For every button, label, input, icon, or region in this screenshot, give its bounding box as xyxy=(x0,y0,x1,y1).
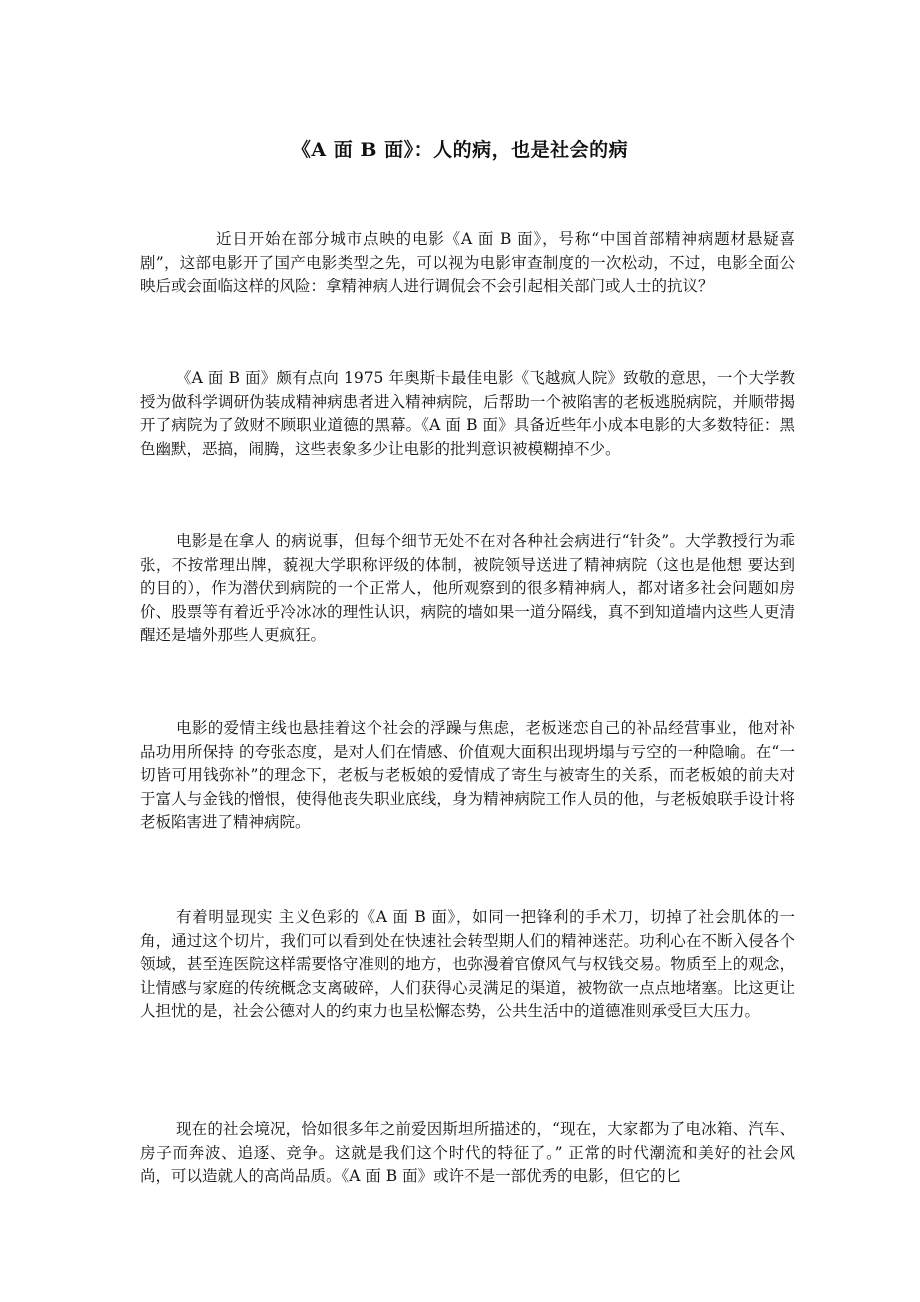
paragraph-4: 电影的爱情主线也悬挂着这个社会的浮躁与焦虑，老板迷恋自己的补品经营事业，他对补品功用所保持 的夸张态度，是对人们在情感、价值观大面积出现坍塌与亏空的一种隐喻。在“一切皆可用钱弥补”的理念下，老板与老板娘的爱情成了寄生与被寄生的关系，而老板娘的前夫对于富人与金钱的憎恨，使得他丧失职业底线，身为精神病院工作人员的他，与老板娘联手设计将老板陷害进了精神病院。 xyxy=(140,719,795,831)
paragraph-1: 近日开始在部分城市点映的电影《A 面 B 面》，号称“中国首部精神病题材悬疑喜剧”，这部电影开了国产电影类型之先，可以视为电影审查制度的一次松动，不过，电影全面公映后或会面临这样的风险：拿精神病人进行调侃会不会引起相关部门或人士的抗议？ xyxy=(140,230,795,295)
paragraph-2: 《A 面 B 面》颇有点向 1975 年奥斯卡最佳电影《飞越疯人院》致敬的意思，一个大学教授为做科学调研伪装成精神病患者进入精神病院，后帮助一个被陷害的老板逃脱病院，并顺带揭开了病院为了敛财不顾职业道德的黑幕。《A 面 B 面》具备近些年小成本电影的大多数特征：黑色幽默，恶搞，闹腾，这些表象多少让电影的批判意识被模糊掉不少。 xyxy=(140,369,795,458)
paragraph-3: 电影是在拿人 的病说事，但每个细节无处不在对各种社会病进行“针灸”。大学教授行为乖张，不按常理出牌，藐视大学职称评级的体制，被院领导送进了精神病院（这也是他想 要达到的目的），作为潜伏到病院的一个正常人，他所观察到的很多精神病人，都对诸多社会问题如房价、股票等有着近乎冷冰冰的理性认识，病院的墙如果一道分隔线，真不到知道墙内这些人更清醒还是墙外那些人更疯狂。 xyxy=(140,532,795,644)
paragraph-6: 现在的社会境况，恰如很多年之前爱因斯坦所描述的，“现在，大家都为了电冰箱、汽车、房子而奔波、追逐、竞争。这就是我们这个时代的特征了。” 正常的时代潮流和美好的社会风尚，可以造就人的高尚品质。《A 面 B 面》或许不是一部优秀的电影，但它的匕 xyxy=(140,1120,795,1185)
paragraph-5: 有着明显现实 主义色彩的《A 面 B 面》，如同一把锋利的手术刀，切掉了社会肌体的一角，通过这个切片，我们可以看到处在快速社会转型期人们的精神迷茫。功利心在不断入侵各个领域，甚至连医院这样需要恪守准则的地方，也弥漫着官僚风气与权钱交易。物质至上的观念，让情感与家庭的传统概念支离破碎，人们获得心灵满足的渠道，被物欲一点点地堵塞。比这更让人担忧的是，社会公德对人的约束力也呈松懈态势，公共生活中的道德准则承受巨大压力。 xyxy=(140,908,795,1020)
page-title: 《A 面 B 面》：人的病，也是社会的病 xyxy=(291,138,629,161)
